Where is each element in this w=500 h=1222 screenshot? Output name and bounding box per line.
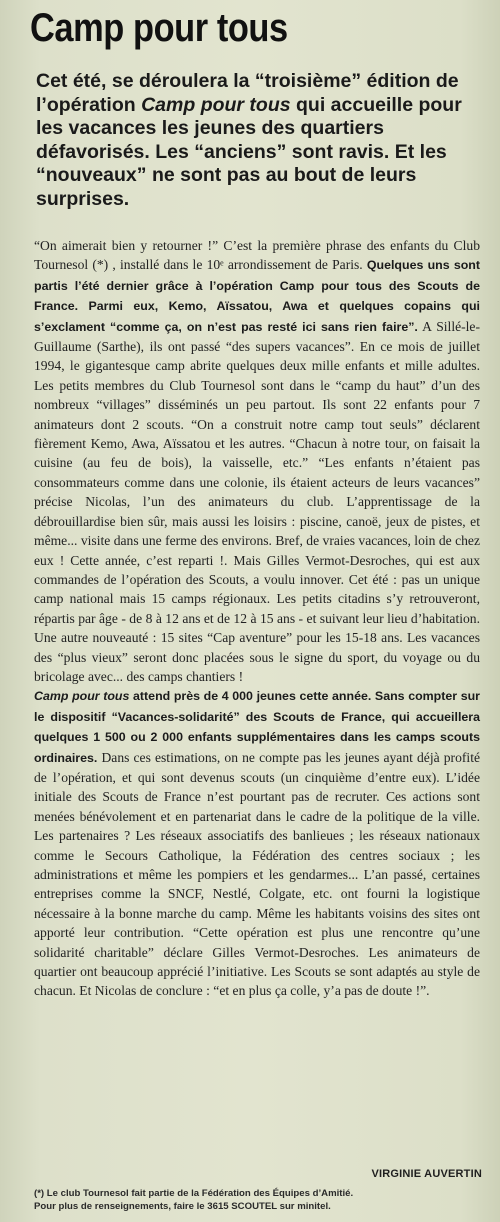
footnote-line-1: (*) Le club Tournesol fait partie de la Fédération des Équipes d’Amitié.	[34, 1188, 354, 1199]
body-text: A Sillé-le-Guillaume (Sarthe), ils ont passé “des supers vacances”. En ce mois de juillet 1994, le gigantesque camp abrite quelques deux mille enfants et mille adultes. Les petits membres du Club Tournesol sont dans le “camp du haut” d’un des nombreux “villages” disséminés un peu partout. Ils sont 22 enfants pour 7 animateurs dont 2 scouts. “On a construit notre camp tout seuls” déclarent fièrement Kemo, Awa, Aïssatou et les autres. “Chacun à notre tour, on faisait la cuisine (au feu de bois), la vaisselle, etc.” “Les enfants n’étaient pas consommateurs comme dans une colonie, ils étaient acteurs de leurs vacances” précise Nicolas, l’un des animateurs du club. L’apprentissage de la débrouillardise bien sûr, mais aussi les loisirs : piscine, canoë, jeux de pistes, et même... visite dans une ferme des environs. Bref, de vraies vacances, loin de chez eux ! Cette année, c’est reparti !. Mais Gilles Vermot-Desroches, qui est aux commandes de l’opération des Scouts, a voulu innover. Cet été : pas un unique camp national mais 15 camps régionaux. Les petits citadins s’y retrouveront, répartis par âge - de 8 à 12 ans et de 12 à 15 ans - et suivant leur lieu d’habitation. Une autre nouveauté : 15 sites “Cap aventure” pour les 15-18 ans. Les vacances des “plus vieux” seront donc placées sous le signe du sport, du voyage ou du bricolage avec... des camps chantiers !	[34, 318, 480, 684]
footnote	[34, 1187, 484, 1213]
body-paragraph-1	[34, 236, 480, 686]
lede-italic-title: Camp pour tous	[141, 93, 291, 116]
article-headline: Camp pour tous	[30, 6, 288, 50]
article-lede	[36, 70, 476, 211]
footnote-line-2: Pour plus de renseignements, faire le 3615 SCOUTEL sur minitel.	[34, 1201, 331, 1212]
body-text: Dans ces estimations, on ne compte pas les jeunes ayant déjà profité de l’opération, et qui sont devenus scouts (un cinquième d’entre eux). L’idée initiale des Scouts de France n’est pourtant pas de recruter. Ces actions sont menées bénévolement et en partenariat dans le cadre de la politique de la ville. Les partenaires ? Les réseaux associatifs des banlieues ; les réseaux nationaux comme le Secours Catholique, la Fédération des centres sociaux ; les administrations et même les pompiers et les gendarmes... L’an passé, certaines entreprises comme la SNCF, Nestlé, Colgate, etc. ont fourni la logistique nécessaire à la bonne marche du camp. Même les habitants voisins des sites ont apporté leur contribution. “Cette opération est plus une rencontre qu’une solidarité charitable” déclare Gilles Vermot-Desroches. Les animateurs de quartier ont beaucoup apprécié l’initiative. Les Scouts se sont adaptés au style de chacun. Et Nicolas de conclure : “et en plus ça colle, y’a pas de doute !”.	[34, 749, 480, 999]
body-paragraph-2	[34, 686, 480, 1001]
body-highlight: attend près de 4 000 jeunes cette année. Sans compter sur le dispositif “Vacances-solidarité” des Scouts de France, qui accueillera quelques 1 500 ou 2 000 enfants supplémentaires dans les camps scouts ordinaires.	[34, 689, 480, 765]
lede-text-end: qui accueille pour les vacances les jeunes des quartiers défavorisés. Les “anciens” sont ravis. Et les “nouveaux” ne sont pas au bout de leurs surprises.	[36, 93, 462, 210]
lede-text: Cet été, se déroulera la “troisième” édition de l’opération	[36, 70, 459, 116]
body-text: “On aimerait bien y retourner !” C’est la première phrase des enfants du Club Tournesol (*) , installé dans le 10ᵉ arrondissement de Paris.	[34, 238, 480, 273]
author-byline: VIRGINIE AUVERTIN	[371, 1168, 482, 1180]
body-highlight: Quelques uns sont partis l’été dernier grâce à l’opération Camp pour tous des Scouts de France. Parmi eux, Kemo, Aïssatou, Awa et quelques copains qui s’exclament “comme ça, on n’est pas resté ici sans rien faire”.	[34, 258, 481, 334]
article-body	[34, 236, 480, 1001]
body-italic-title: Camp pour tous	[34, 689, 130, 704]
